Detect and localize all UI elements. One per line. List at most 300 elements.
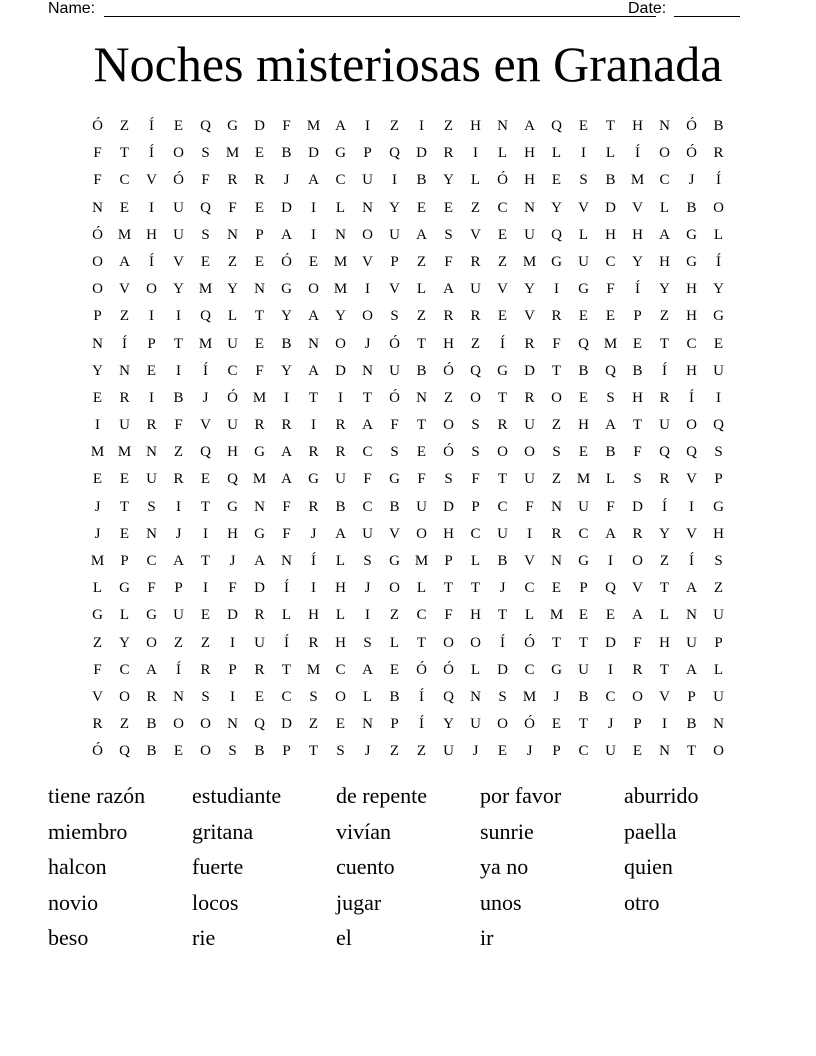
grid-letter[interactable]: S [201,145,210,162]
grid-letter[interactable]: V [632,580,643,597]
grid-letter[interactable]: T [551,634,562,651]
grid-letter[interactable]: L [578,226,589,243]
grid-letter[interactable]: Q [227,471,238,488]
grid-letter[interactable]: Z [416,308,427,325]
grid-letter[interactable]: V [578,199,589,216]
grid-letter[interactable]: O [335,335,346,352]
grid-letter[interactable]: Q [551,226,562,243]
grid-letter[interactable]: L [470,553,481,569]
grid-letter[interactable]: F [417,471,426,488]
grid-letter[interactable]: G [686,253,697,270]
grid-letter[interactable]: P [714,634,723,651]
grid-letter[interactable]: E [605,308,616,325]
grid-letter[interactable]: A [632,607,643,624]
grid-letter[interactable]: U [524,417,535,434]
grid-letter[interactable]: C [578,743,589,760]
grid-letter[interactable]: R [308,634,319,651]
grid-letter[interactable]: C [605,253,616,270]
grid-letter[interactable]: P [390,253,399,270]
grid-letter[interactable]: P [552,743,561,760]
grid-letter[interactable]: Ó [389,389,400,406]
grid-letter[interactable]: G [119,580,130,597]
grid-letter[interactable]: E [497,308,508,325]
grid-letter[interactable]: S [363,553,372,569]
grid-letter[interactable]: A [686,580,697,597]
grid-letter[interactable]: C [416,607,427,624]
grid-letter[interactable]: A [362,417,373,434]
grid-letter[interactable]: Q [578,335,589,352]
grid-letter[interactable]: Z [551,471,562,488]
grid-letter[interactable]: M [90,553,105,569]
name-field-line[interactable] [104,16,656,17]
grid-letter[interactable]: S [444,471,453,488]
grid-letter[interactable]: B [578,688,589,705]
grid-letter[interactable]: D [605,199,616,216]
grid-letter[interactable]: E [308,253,319,270]
grid-letter[interactable]: A [173,553,184,569]
grid-letter[interactable]: V [92,688,103,705]
grid-letter[interactable]: T [308,743,319,760]
grid-letter[interactable]: S [147,498,156,515]
grid-letter[interactable]: Ó [497,172,508,189]
grid-letter[interactable]: R [92,716,103,733]
grid-letter[interactable]: Z [416,253,427,270]
grid-letter[interactable]: L [659,199,670,216]
grid-letter[interactable]: I [608,661,613,678]
grid-letter[interactable]: Ó [686,118,697,134]
grid-letter[interactable]: Z [416,743,427,760]
grid-letter[interactable]: B [173,389,184,406]
grid-letter[interactable]: E [632,743,643,760]
grid-letter[interactable]: P [363,145,372,162]
grid-letter[interactable]: J [364,743,371,760]
grid-letter[interactable]: Q [200,199,211,216]
grid-letter[interactable]: N [659,118,670,134]
grid-letter[interactable]: E [146,362,157,379]
grid-letter[interactable]: H [524,172,535,189]
grid-letter[interactable]: B [578,362,589,379]
grid-letter[interactable]: B [497,553,508,569]
grid-letter[interactable]: B [416,362,427,379]
grid-letter[interactable]: V [686,471,697,488]
grid-letter[interactable]: C [605,688,616,705]
grid-letter[interactable]: Í [500,335,505,352]
grid-letter[interactable]: T [200,553,211,569]
grid-letter[interactable]: L [281,607,292,624]
grid-letter[interactable]: E [173,743,184,760]
grid-letter[interactable]: F [228,199,237,216]
grid-letter[interactable]: Z [389,743,400,760]
grid-letter[interactable]: R [470,308,481,325]
grid-letter[interactable]: Ó [92,743,103,760]
grid-letter[interactable]: B [335,498,346,515]
grid-letter[interactable]: P [255,226,264,243]
grid-letter[interactable]: R [470,253,481,270]
grid-letter[interactable]: L [416,580,427,597]
grid-letter[interactable]: M [576,471,591,488]
grid-letter[interactable]: V [389,281,400,298]
grid-letter[interactable]: V [659,688,670,705]
grid-letter[interactable]: O [389,580,400,597]
grid-letter[interactable]: Í [716,172,721,189]
grid-letter[interactable]: A [308,172,319,189]
grid-letter[interactable]: H [686,362,697,379]
grid-letter[interactable]: G [713,308,724,325]
grid-letter[interactable]: D [416,145,427,162]
grid-letter[interactable]: G [146,607,157,624]
grid-letter[interactable]: A [416,226,427,243]
grid-letter[interactable]: I [311,580,316,597]
grid-letter[interactable]: E [416,199,427,216]
grid-letter[interactable]: N [551,553,562,569]
grid-letter[interactable]: R [443,145,454,162]
grid-letter[interactable]: J [607,716,614,733]
grid-letter[interactable]: O [200,716,211,733]
grid-letter[interactable]: H [443,335,454,352]
grid-letter[interactable]: E [254,335,265,352]
grid-letter[interactable]: H [227,444,238,461]
grid-letter[interactable]: A [605,417,616,434]
grid-letter[interactable]: R [308,444,319,461]
grid-letter[interactable]: E [200,607,211,624]
grid-letter[interactable]: Í [635,281,640,298]
grid-letter[interactable]: D [524,362,535,379]
grid-letter[interactable]: O [119,688,130,705]
grid-letter[interactable]: F [93,661,102,678]
grid-letter[interactable]: L [92,580,103,597]
grid-letter[interactable]: O [443,634,454,651]
grid-letter[interactable]: E [92,389,103,406]
grid-letter[interactable]: R [632,661,643,678]
grid-letter[interactable]: A [254,553,265,569]
grid-letter[interactable]: O [362,308,373,325]
grid-letter[interactable]: C [119,172,130,189]
grid-letter[interactable]: O [713,199,724,216]
grid-letter[interactable]: G [227,498,238,515]
grid-letter[interactable]: O [362,226,373,243]
grid-letter[interactable]: D [254,118,265,134]
grid-letter[interactable]: H [308,607,319,624]
grid-letter[interactable]: B [605,444,616,461]
grid-letter[interactable]: Ó [389,335,400,352]
grid-letter[interactable]: F [471,471,480,488]
grid-letter[interactable]: J [364,580,371,597]
grid-letter[interactable]: H [470,607,481,624]
grid-letter[interactable]: Í [419,688,424,705]
grid-letter[interactable]: U [578,498,589,515]
grid-letter[interactable]: U [524,471,535,488]
grid-letter[interactable]: Z [227,253,238,270]
grid-letter[interactable]: T [362,389,373,406]
grid-letter[interactable]: I [608,553,613,569]
grid-letter[interactable]: D [227,607,238,624]
grid-letter[interactable]: R [524,389,535,406]
grid-letter[interactable]: C [146,553,157,569]
grid-letter[interactable]: S [228,743,237,760]
grid-letter[interactable]: Ó [227,389,238,406]
grid-letter[interactable]: Í [716,253,721,270]
grid-letter[interactable]: N [146,525,157,542]
grid-letter[interactable]: A [335,525,346,542]
grid-letter[interactable]: U [578,661,589,678]
grid-letter[interactable]: N [551,498,562,515]
grid-letter[interactable]: A [308,362,319,379]
grid-letter[interactable]: T [605,118,616,134]
grid-letter[interactable]: Z [470,199,481,216]
grid-letter[interactable]: N [173,688,184,705]
grid-letter[interactable]: E [713,335,724,352]
grid-letter[interactable]: R [200,661,211,678]
grid-letter[interactable]: C [659,172,670,189]
grid-letter[interactable]: U [173,607,184,624]
grid-letter[interactable]: M [117,226,132,243]
grid-letter[interactable]: I [176,308,181,325]
grid-letter[interactable]: G [281,281,292,298]
grid-letter[interactable]: Y [659,525,670,542]
grid-letter[interactable]: E [173,118,184,134]
grid-letter[interactable]: P [93,308,102,325]
grid-letter[interactable]: G [389,471,400,488]
grid-letter[interactable]: G [686,226,697,243]
grid-letter[interactable]: I [716,389,721,406]
grid-letter[interactable]: Y [281,308,292,325]
grid-letter[interactable]: P [120,553,129,569]
grid-letter[interactable]: V [524,308,535,325]
grid-letter[interactable]: I [176,362,181,379]
grid-letter[interactable]: Q [200,444,211,461]
grid-letter[interactable]: N [470,688,481,705]
grid-letter[interactable]: S [606,389,615,406]
grid-letter[interactable]: O [200,743,211,760]
grid-letter[interactable]: R [146,417,157,434]
grid-letter[interactable]: G [254,444,265,461]
grid-letter[interactable]: T [659,335,670,352]
grid-letter[interactable]: I [203,580,208,597]
grid-letter[interactable]: S [309,688,318,705]
grid-letter[interactable]: H [686,308,697,325]
grid-letter[interactable]: B [254,743,265,760]
grid-letter[interactable]: T [497,471,508,488]
grid-letter[interactable]: E [497,743,508,760]
grid-letter[interactable]: M [252,471,267,488]
grid-letter[interactable]: P [147,335,156,352]
grid-letter[interactable]: J [688,172,695,189]
grid-letter[interactable]: R [443,308,454,325]
grid-letter[interactable]: L [497,145,508,162]
grid-letter[interactable]: A [281,471,292,488]
grid-letter[interactable]: H [632,118,643,134]
grid-letter[interactable]: A [146,661,157,678]
grid-letter[interactable]: E [254,688,265,705]
grid-letter[interactable]: T [443,580,454,597]
grid-letter[interactable]: T [578,716,589,733]
grid-letter[interactable]: L [470,661,481,678]
grid-letter[interactable]: Z [443,389,454,406]
grid-letter[interactable]: E [119,525,130,542]
grid-letter[interactable]: Z [659,553,670,569]
grid-letter[interactable]: I [581,145,586,162]
grid-letter[interactable]: Q [254,716,265,733]
grid-letter[interactable]: Ó [173,172,184,189]
grid-letter[interactable]: R [227,172,238,189]
grid-letter[interactable]: J [553,688,560,705]
grid-letter[interactable]: H [443,525,454,542]
grid-letter[interactable]: T [173,335,184,352]
grid-letter[interactable]: V [389,525,400,542]
grid-letter[interactable]: M [198,281,213,298]
grid-letter[interactable]: J [94,525,101,542]
grid-letter[interactable]: P [174,580,183,597]
grid-letter[interactable]: R [173,471,184,488]
grid-letter[interactable]: Y [524,281,535,298]
grid-letter[interactable]: F [390,417,399,434]
grid-letter[interactable]: U [389,226,400,243]
grid-letter[interactable]: O [146,281,157,298]
grid-letter[interactable]: J [310,525,317,542]
grid-letter[interactable]: Í [284,580,289,597]
grid-letter[interactable]: O [659,145,670,162]
grid-letter[interactable]: Y [659,281,670,298]
grid-letter[interactable]: L [524,607,535,624]
grid-letter[interactable]: Y [92,362,103,379]
grid-letter[interactable]: H [146,226,157,243]
grid-letter[interactable]: D [443,498,454,515]
grid-letter[interactable]: L [551,145,562,162]
grid-letter[interactable]: L [605,145,616,162]
grid-letter[interactable]: T [119,145,130,162]
grid-letter[interactable]: T [659,580,670,597]
grid-letter[interactable]: R [659,389,670,406]
grid-letter[interactable]: A [335,118,346,134]
grid-letter[interactable]: N [659,743,670,760]
grid-letter[interactable]: L [227,308,238,325]
grid-letter[interactable]: I [311,226,316,243]
grid-letter[interactable]: J [175,525,182,542]
grid-letter[interactable]: O [497,716,508,733]
grid-letter[interactable]: Í [311,553,316,569]
grid-letter[interactable]: Z [659,308,670,325]
grid-letter[interactable]: C [281,688,292,705]
grid-letter[interactable]: T [497,389,508,406]
grid-letter[interactable]: I [311,417,316,434]
grid-letter[interactable]: Ó [443,661,454,678]
grid-letter[interactable]: C [227,362,238,379]
grid-letter[interactable]: U [146,471,157,488]
grid-letter[interactable]: C [335,172,346,189]
grid-letter[interactable]: O [146,634,157,651]
grid-letter[interactable]: E [497,226,508,243]
grid-letter[interactable]: Í [203,362,208,379]
grid-letter[interactable]: Ó [443,444,454,461]
grid-letter[interactable]: P [714,471,723,488]
grid-letter[interactable]: S [363,634,372,651]
grid-letter[interactable]: B [632,362,643,379]
grid-letter[interactable]: T [119,498,130,515]
grid-letter[interactable]: B [686,199,697,216]
grid-letter[interactable]: M [306,661,321,678]
grid-letter[interactable]: I [311,199,316,216]
grid-letter[interactable]: F [633,444,642,461]
grid-letter[interactable]: L [335,199,346,216]
grid-letter[interactable]: N [497,118,508,134]
grid-letter[interactable]: N [146,444,157,461]
grid-letter[interactable]: I [203,525,208,542]
grid-letter[interactable]: B [416,172,427,189]
grid-letter[interactable]: C [335,661,346,678]
grid-letter[interactable]: F [363,471,372,488]
grid-letter[interactable]: U [443,743,454,760]
grid-letter[interactable]: B [605,172,616,189]
grid-letter[interactable]: U [713,362,724,379]
grid-letter[interactable]: H [632,389,643,406]
grid-letter[interactable]: E [254,145,265,162]
grid-letter[interactable]: V [173,253,184,270]
grid-letter[interactable]: U [416,498,427,515]
grid-letter[interactable]: U [362,525,373,542]
grid-letter[interactable]: U [686,634,697,651]
grid-letter[interactable]: R [254,661,265,678]
grid-letter[interactable]: E [578,118,589,134]
grid-letter[interactable]: B [713,118,724,134]
grid-letter[interactable]: E [578,308,589,325]
grid-letter[interactable]: V [119,281,130,298]
grid-letter[interactable]: Í [689,389,694,406]
grid-letter[interactable]: D [497,661,508,678]
grid-letter[interactable]: O [632,688,643,705]
grid-letter[interactable]: E [632,335,643,352]
grid-letter[interactable]: I [149,199,154,216]
grid-letter[interactable]: A [119,253,130,270]
grid-letter[interactable]: F [525,498,534,515]
grid-letter[interactable]: U [389,362,400,379]
grid-letter[interactable]: H [578,417,589,434]
grid-letter[interactable]: D [254,580,265,597]
grid-letter[interactable]: M [333,281,348,298]
grid-letter[interactable]: J [364,335,371,352]
grid-letter[interactable]: H [335,634,346,651]
grid-letter[interactable]: S [714,444,723,461]
grid-letter[interactable]: S [336,743,345,760]
grid-letter[interactable]: G [578,553,589,569]
grid-letter[interactable]: O [470,389,481,406]
grid-letter[interactable]: I [338,389,343,406]
grid-letter[interactable]: D [335,362,346,379]
grid-letter[interactable]: T [200,498,211,515]
grid-letter[interactable]: U [713,607,724,624]
grid-letter[interactable]: N [524,199,535,216]
grid-letter[interactable]: G [92,607,103,624]
grid-letter[interactable]: I [95,417,100,434]
grid-letter[interactable]: L [335,553,346,569]
grid-letter[interactable]: L [713,661,724,678]
grid-letter[interactable]: U [497,525,508,542]
grid-letter[interactable]: F [282,525,291,542]
grid-letter[interactable]: U [362,172,373,189]
grid-letter[interactable]: Y [443,716,454,733]
grid-letter[interactable]: D [605,634,616,651]
grid-letter[interactable]: B [281,145,292,162]
grid-letter[interactable]: U [173,199,184,216]
grid-letter[interactable]: T [254,308,265,325]
grid-letter[interactable]: H [605,226,616,243]
grid-letter[interactable]: G [254,525,265,542]
grid-letter[interactable]: O [497,444,508,461]
grid-letter[interactable]: S [633,471,642,488]
grid-letter[interactable]: E [254,253,265,270]
grid-letter[interactable]: U [173,226,184,243]
grid-letter[interactable]: E [443,199,454,216]
grid-letter[interactable]: C [524,661,535,678]
